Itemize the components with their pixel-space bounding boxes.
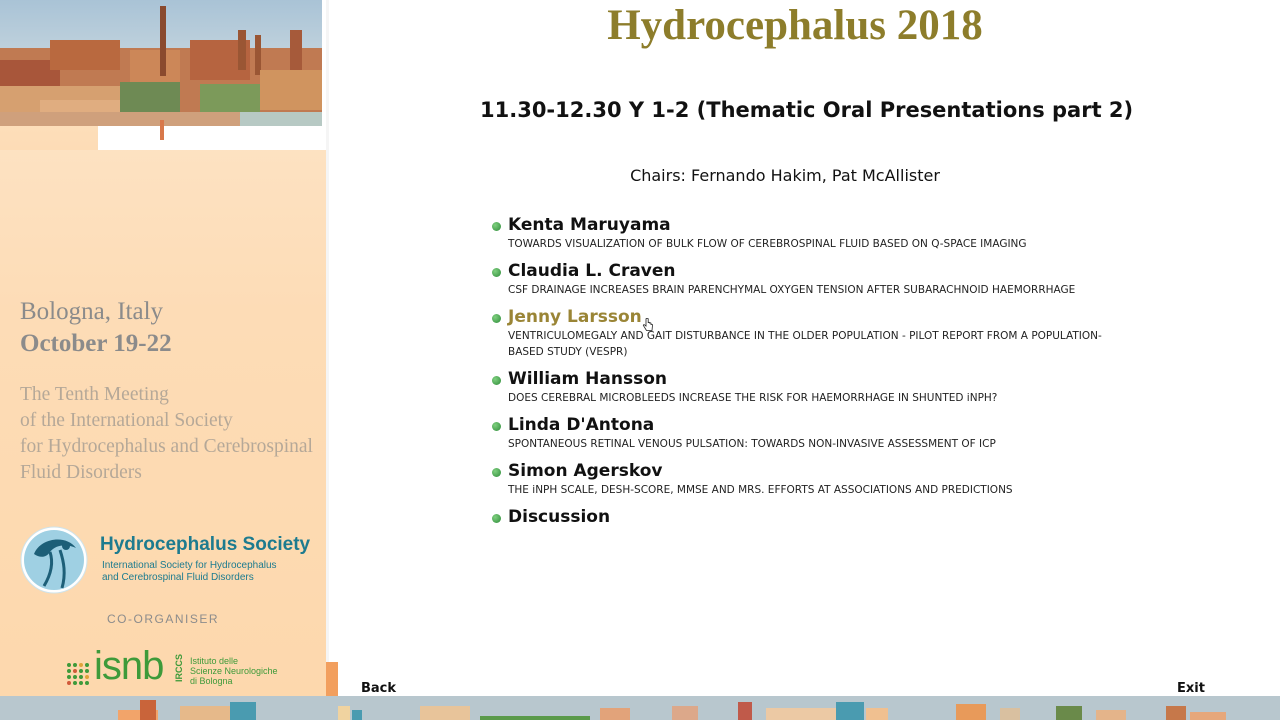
bullet-icon bbox=[492, 314, 501, 323]
bullet-icon bbox=[492, 514, 501, 523]
talk-item-active[interactable] bbox=[492, 306, 1172, 360]
bullet-icon bbox=[492, 222, 501, 231]
talk-item[interactable] bbox=[492, 414, 1172, 452]
photo-accent-bar bbox=[160, 120, 164, 140]
isnb-dot-grid-icon bbox=[66, 662, 94, 688]
isnb-institute-name bbox=[190, 656, 278, 686]
talk-title: CSF DRAINAGE INCREASES BRAIN PARENCHYMAL OXYGEN TENSION AFTER SUBARACHNOID HAEMORRHAGE bbox=[508, 284, 1076, 296]
talk-title: DOES CEREBRAL MICROBLEEDS INCREASE THE RISK FOR HAEMORRHAGE IN SHUNTED iNPH? bbox=[508, 392, 998, 404]
speaker-link[interactable]: Kenta Maruyama bbox=[508, 215, 671, 235]
bullet-icon bbox=[492, 468, 501, 477]
talk-title: SPONTANEOUS RETINAL VENOUS PULSATION: TOWARDS NON-INVASIVE ASSESSMENT OF ICP bbox=[508, 438, 996, 450]
bullet-icon bbox=[492, 422, 501, 431]
speaker-link[interactable]: Claudia L. Craven bbox=[508, 261, 676, 281]
talk-title: THE iNPH SCALE, DESH-SCORE, MMSE AND MRS. EFFORTS AT ASSOCIATIONS AND PREDICTIONS bbox=[508, 484, 1013, 496]
location-city: Bologna, Italy bbox=[20, 298, 164, 325]
event-title: Hydrocephalus 2018 bbox=[607, 2, 983, 49]
society-subtitle bbox=[102, 560, 277, 584]
talk-item[interactable] bbox=[492, 460, 1172, 498]
session-chairs: Chairs: Fernando Hakim, Pat McAllister bbox=[630, 166, 940, 185]
location-dates: October 19-22 bbox=[20, 330, 172, 357]
bottom-decorative-strip bbox=[0, 696, 1280, 720]
isnb-name-line: Istituto delle bbox=[190, 656, 239, 666]
back-button[interactable]: Back bbox=[361, 681, 397, 696]
talk-item[interactable] bbox=[492, 214, 1172, 252]
isnb-name-line: Scienze Neurologiche bbox=[190, 666, 278, 676]
panel-divider bbox=[326, 0, 329, 696]
meeting-line: Fluid Disorders bbox=[20, 462, 142, 483]
hand-cursor-icon bbox=[642, 317, 654, 331]
bullet-icon bbox=[492, 376, 501, 385]
meeting-line: of the International Society bbox=[20, 410, 233, 431]
meeting-line: The Tenth Meeting bbox=[20, 384, 169, 405]
talk-item[interactable] bbox=[492, 260, 1172, 298]
talk-title bbox=[508, 328, 1168, 360]
society-name: Hydrocephalus Society bbox=[100, 534, 311, 555]
society-emblem-icon bbox=[20, 524, 90, 598]
speaker-link[interactable]: Jenny Larsson bbox=[508, 307, 642, 327]
talk-item[interactable] bbox=[492, 368, 1172, 406]
exit-button[interactable]: Exit bbox=[1177, 681, 1205, 696]
speaker-link[interactable]: Simon Agerskov bbox=[508, 461, 663, 481]
session-title: 11.30-12.30 Y 1-2 (Thematic Oral Presentations part 2) bbox=[480, 98, 1134, 122]
location-block bbox=[20, 296, 320, 360]
talk-title-line: BASED STUDY (VESPR) bbox=[508, 346, 628, 358]
orange-accent-tab bbox=[326, 662, 338, 696]
bologna-city-photo bbox=[0, 0, 322, 126]
hydrocephalus-society-logo bbox=[20, 524, 320, 604]
talk-list bbox=[492, 214, 1172, 536]
meeting-description bbox=[20, 382, 320, 486]
talk-title: TOWARDS VISUALIZATION OF BULK FLOW OF CEREBROSPINAL FLUID BASED ON Q-SPACE IMAGING bbox=[508, 238, 1027, 250]
isnb-name-line: di Bologna bbox=[190, 676, 233, 686]
irccs-label: IRCCS bbox=[174, 654, 184, 683]
society-subtitle-line: International Society for Hydrocephalus bbox=[102, 560, 277, 571]
bullet-icon bbox=[492, 268, 501, 277]
talk-item[interactable] bbox=[492, 506, 1172, 528]
isnb-logo bbox=[66, 636, 296, 694]
isnb-wordmark: isnb bbox=[94, 644, 164, 688]
society-subtitle-line: and Cerebrospinal Fluid Disorders bbox=[102, 572, 254, 583]
coorganiser-label: CO-ORGANISER bbox=[106, 612, 219, 626]
speaker-link[interactable]: Linda D'Antona bbox=[508, 415, 655, 435]
left-panel bbox=[0, 0, 326, 696]
meeting-line: for Hydrocephalus and Cerebrospinal bbox=[20, 436, 313, 457]
talk-title-line: VENTRICULOMEGALY AND GAIT DISTURBANCE IN THE OLDER POPULATION - PILOT REPORT FROM A POPULATION- bbox=[508, 330, 1102, 342]
discussion-link[interactable]: Discussion bbox=[508, 507, 611, 527]
speaker-link[interactable]: William Hansson bbox=[508, 369, 667, 389]
